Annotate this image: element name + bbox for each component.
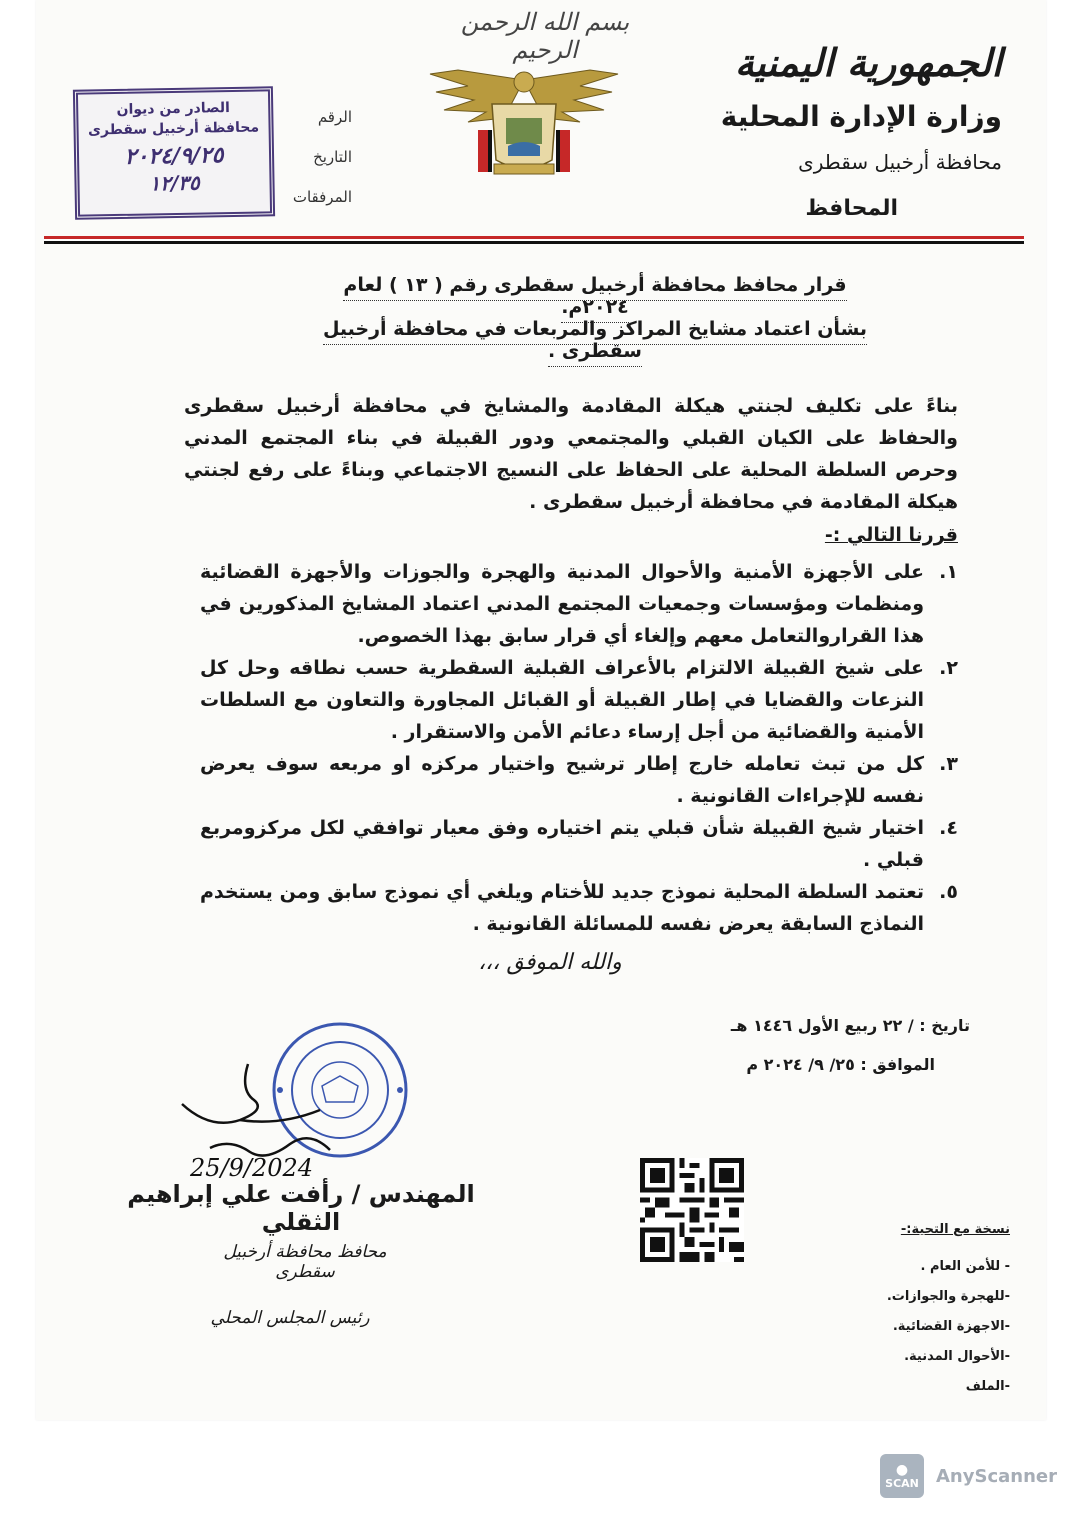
decision-item: [200, 876, 958, 940]
stamp-line-2: محافظة أرخبيل سقطرى: [87, 119, 260, 139]
item-number: ٥.: [939, 881, 958, 903]
decision-item: [200, 812, 958, 876]
handwritten-signature-icon: [170, 1060, 340, 1180]
copy-recipient: -الاجهزة القضائية.: [892, 1319, 1010, 1334]
item-text: على الأجهزة الأمنية والأحوال المدنية والهجرة والجوزات والأجهزة القضائية ومنظمات ومؤسسات وجمعيات المجتمع المدني اعتماد المشايخ المذكورين في هذا القراروالتعامل معهم وإلغاء أي قرار سابق بهذا الخصوص.: [200, 561, 924, 647]
copy-recipient: -للهجرة والجوازات.: [886, 1289, 1010, 1304]
copy-recipient: - للأمن العام .: [920, 1259, 1010, 1274]
basmala: بسم الله الرحمن الرحيم: [460, 8, 630, 64]
item-number: ٢.: [939, 657, 958, 679]
decided-heading: قررنا التالي :-: [824, 524, 958, 546]
signatory-name: المهندس / رأفت علي إبراهيم الثقلي: [127, 1180, 475, 1236]
date-label: التاريخ: [313, 148, 352, 166]
item-text: تعتمد السلطة المحلية نموذج جديد للأختام ويلغي أي نموذج سابق ومن يستخدم النماذج السابقة يعرض نفسه للمسائلة القانونية .: [200, 881, 924, 935]
item-text: اختيار شيخ القبيلة شأن قبلي يتم اختياره وفق معيار توافقي لكل مركزومربع قبلي .: [200, 817, 924, 871]
item-number: ٣.: [939, 753, 958, 775]
ref-number-label: الرقم: [317, 108, 352, 126]
scanner-watermark: [880, 1456, 1057, 1496]
hijri-date: تاريخ : / ٢٢ ربيع الأول ١٤٤٦ هـ: [730, 1016, 970, 1035]
copies-list: [850, 1252, 1010, 1402]
yemen-emblem-icon: [428, 60, 620, 190]
issuer-role: المحافظ: [805, 196, 898, 221]
attachments-label: المرفقات: [292, 188, 352, 206]
scanner-logo-icon: ● SCAN: [880, 1454, 924, 1498]
qr-code-icon: [640, 1158, 744, 1262]
governorate-name: محافظة أرخبيل سقطرى: [798, 150, 1002, 174]
stamp-line-1: الصادر من ديوان: [116, 100, 231, 118]
decision-title: [310, 274, 880, 318]
decision-item: [200, 652, 958, 748]
copy-recipient: -الملف: [965, 1379, 1010, 1394]
signature-date: 25/9/2024: [190, 1154, 314, 1180]
decision-subject: [310, 318, 880, 362]
stamp-ref: ١٢/٣٥: [149, 170, 200, 196]
decision-item: [200, 748, 958, 812]
decision-title-text: قرار محافظ محافظة أرخبيل سقطرى رقم ( ١٣ ) لعام ٢٠٢٤م.: [343, 274, 846, 323]
preamble-paragraph: بناءً على تكليف لجنتي هيكلة المقادمة والمشايخ في محافظة أرخبيل سقطرى والحفاظ على الكيان القبلي والمجتمعي ودور القبيلة في بناء المجتمع المدني وحرص السلطة المحلية على الحفاظ على النسيج الاجتماعي وبناءً على رفع لجنتي هيكلة المقادمة في محافظة أرخبيل سقطرى .: [184, 395, 958, 513]
stamp-number: ٢٠٢٤/٩/٢٥: [124, 142, 224, 170]
closing-phrase: والله الموفق ،،،: [478, 950, 622, 975]
ministry-name: وزارة الإدارة المحلية: [720, 100, 1002, 133]
decision-subject-text: بشأن اعتماد مشايخ المراكز والمربعات في محافظة أرخبيل سقطرى .: [323, 318, 867, 367]
signatory-title: محافظ محافظة أرخبيل سقطرى: [223, 1242, 387, 1282]
item-text: على شيخ القبيلة الالتزام بالأعراف القبلية السقطرية حسب نطاقه وحل كل النزعات والقضايا في إطار القبيلة أو القبائل المجاورة والتعاون مع السلطات الأمنية والقضائية من أجل إرساء دعائم الأمن والاستقرار .: [200, 657, 924, 743]
decision-item: [200, 556, 958, 652]
copies-heading: نسخة مع التحية:-: [900, 1222, 1010, 1237]
header-rule-black: [44, 241, 1024, 244]
item-number: ١.: [939, 561, 958, 583]
signatory-chair: رئيس المجلس المحلي: [210, 1308, 370, 1328]
scanner-brand: AnyScanner: [936, 1465, 1057, 1487]
republic-name: الجمهورية اليمنية: [734, 40, 1002, 85]
item-text: كل من تبث تعامله خارج إطار ترشيح واختيار مركزه او مربعه سوف يعرض نفسه للإجراءات القانونية .: [200, 753, 924, 807]
item-number: ٤.: [939, 817, 958, 839]
gregorian-date: الموافق : ٢٥/ ٩/ ٢٠٢٤ م: [746, 1055, 935, 1074]
copy-recipient: -الأحوال المدنية.: [904, 1349, 1010, 1364]
scanner-logo-text: SCAN: [885, 1476, 919, 1490]
outgoing-stamp: [73, 86, 275, 219]
decision-items: [200, 556, 958, 940]
